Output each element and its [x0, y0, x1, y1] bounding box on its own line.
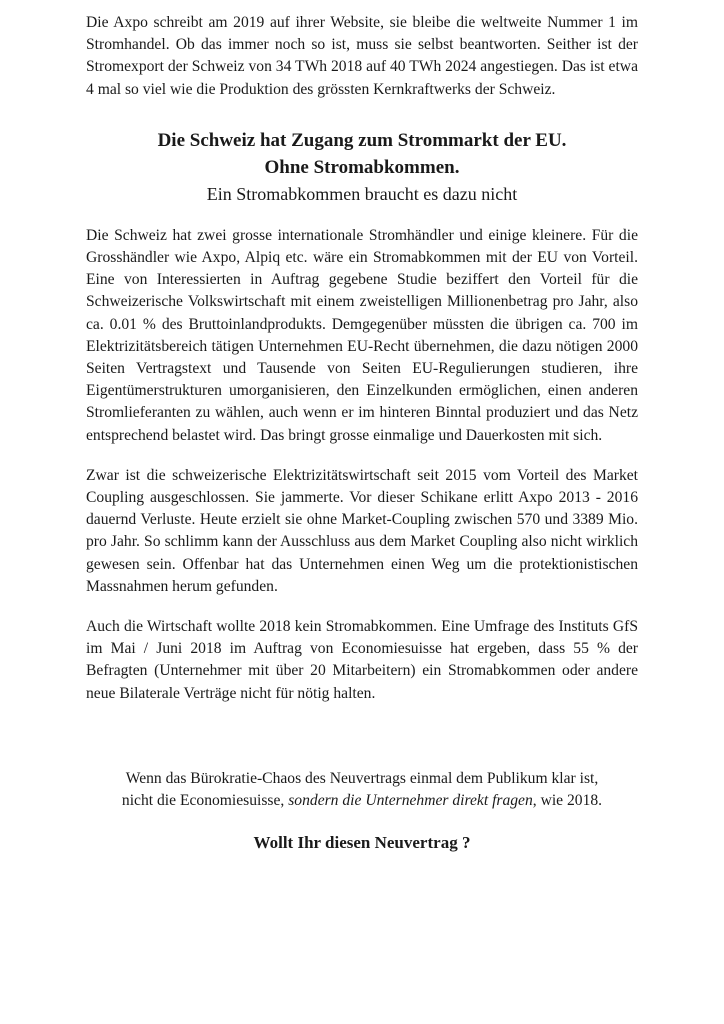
closing-line-1: Wenn das Bürokratie-Chaos des Neuvertrags einmal dem Publikum klar ist, [125, 769, 599, 787]
closing-line-2-italic: sondern die Unternehmer direkt fragen [288, 792, 533, 810]
closing-question: Wollt Ihr diesen Neuvertrag ? [253, 832, 471, 852]
body-paragraph-3: Auch die Wirtschaft wollte 2018 kein Stromabkommen. Eine Umfrage des Instituts GfS im Mai / Juni 2018 im Auftrag von Economiesuisse hat ergeben, dass 55 % der Befragten (Unternehmer mit über 20 Mitarbeitern) ein Stromabkommen oder andere neue Bilaterale Verträge nicht für nötig halten. [86, 618, 638, 702]
closing-line-2-end: , wie 2018. [532, 792, 603, 810]
closing-line-2 [86, 790, 638, 812]
body-paragraph-2: Zwar ist die schweizerische Elektrizitätswirtschaft seit 2015 vom Vorteil des Market Coupling ausgeschlossen. Sie jammerte. Vor dieser Schikane erlitt Axpo 2013 - 2016 dauernd Verluste. Heute erzielt sie ohne Market-Coupling zwischen 570 und 3389 Mio. pro Jahr. So schlimm kann der Ausschluss aus dem Market Coupling also nicht wirklich gewesen sein. Offenbar hat das Unternehmen einen Weg um die protektionistischen Massnahmen herum gefunden. [86, 466, 638, 595]
closing-line-2-start: nicht die Economiesuisse, [121, 792, 289, 810]
body-paragraph-1: Die Schweiz hat zwei grosse internationale Stromhändler und einige kleinere. Für die Grosshändler wie Axpo, Alpiq etc. wäre ein Stromabkommen mit der EU von Vorteil. Eine von Interessierten in Auftrag gegebene Studie beziffert den Vorteil für die Schweizerische Volkswirtschaft mit einem zweistelligen Millionenbetrag pro Jahr, also ca. 0.01 % des Bruttoinlandprodukts. Demgegenüber müssten die übrigen ca. 700 im Elektrizitätsbereich tätigen Unternehmen EU-Recht übernehmen, die dazu nötigen 2000 Seiten Vertragstext und Tausende von Seiten EU-Regulierungen studieren, ihre Eigentümerstrukturen umorganisieren, den Einzelkunden ermöglichen, einen anderen Stromlieferanten zu wählen, auch wenn er im hinteren Binntal produziert und das Netz entsprechend belastet wird. Das bringt grosse einmalige und Dauerkosten mit sich. [86, 226, 638, 444]
intro-paragraph: Die Axpo schreibt am 2019 auf ihrer Website, sie bleibe die weltweite Nummer 1 im Stromhandel. Ob das immer noch so ist, muss sie selbst beantworten. Seither ist der Stromexport der Schweiz von 34 TWh 2018 auf 40 TWh 2024 angestiegen. Das ist etwa 4 mal so viel wie die Produktion des grössten Kernkraftwerks der Schweiz. [86, 14, 638, 98]
heading-line-1: Die Schweiz hat Zugang zum Strommarkt der EU. [157, 129, 567, 151]
heading-subtitle: Ein Stromabkommen braucht es dazu nicht [206, 183, 518, 204]
closing-statement [86, 768, 638, 813]
section-heading [86, 127, 638, 207]
heading-line-2: Ohne Stromabkommen. [264, 156, 460, 178]
